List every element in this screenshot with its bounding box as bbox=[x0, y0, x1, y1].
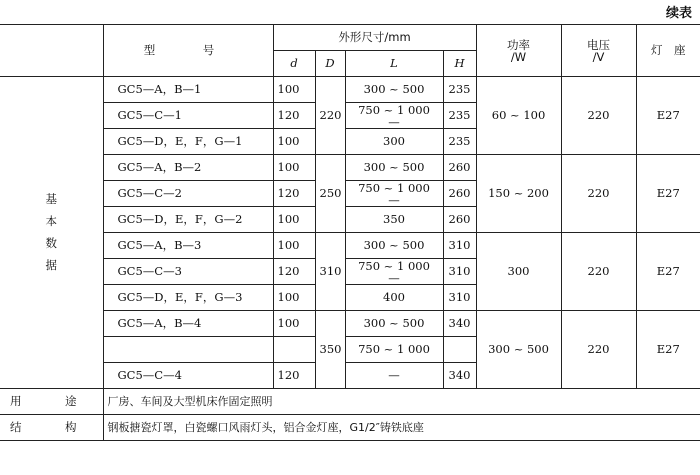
header-row-1 bbox=[0, 25, 700, 51]
structure-label: 结 构 bbox=[0, 415, 103, 441]
power-cell: 300 bbox=[476, 233, 561, 311]
header-d: d bbox=[273, 51, 315, 77]
continued-label: 续表 bbox=[665, 6, 692, 21]
model-cell bbox=[103, 337, 273, 363]
d-cell: 100 bbox=[273, 129, 315, 155]
H-cell: 310 bbox=[443, 233, 476, 259]
voltage-cell: 220 bbox=[561, 155, 636, 233]
H-cell: 310 bbox=[443, 259, 476, 285]
table-row bbox=[0, 233, 700, 259]
header-power bbox=[476, 25, 561, 77]
H-cell: 235 bbox=[443, 129, 476, 155]
model-cell: GC5—C—3 bbox=[103, 259, 273, 285]
header-dims: 外形尺寸/mm bbox=[273, 25, 476, 51]
L-cell: 750 ~ 1 000 bbox=[345, 337, 443, 363]
L-cell: 300 bbox=[345, 129, 443, 155]
voltage-cell: 220 bbox=[561, 311, 636, 389]
L-cell: 400 bbox=[345, 285, 443, 311]
d-cell: 120 bbox=[273, 103, 315, 129]
voltage-cell: 220 bbox=[561, 77, 636, 155]
usage-text: 厂房、车间及大型机床作固定照明 bbox=[103, 389, 700, 415]
H-cell: 340 bbox=[443, 363, 476, 389]
usage-row bbox=[0, 389, 700, 415]
d-cell: 100 bbox=[273, 233, 315, 259]
d-cell bbox=[273, 337, 315, 363]
model-cell: GC5—A，B—2 bbox=[103, 155, 273, 181]
H-cell bbox=[443, 337, 476, 363]
d-cell: 100 bbox=[273, 155, 315, 181]
power-cell: 60 ~ 100 bbox=[476, 77, 561, 155]
header-power-name: 功率 bbox=[507, 37, 531, 52]
H-cell: 260 bbox=[443, 181, 476, 207]
L-cell: 300 ~ 500 bbox=[345, 77, 443, 103]
header-blank bbox=[0, 25, 103, 77]
voltage-cell: 220 bbox=[561, 233, 636, 311]
socket-cell: E27 bbox=[636, 155, 700, 233]
L-cell: 300 ~ 500 bbox=[345, 155, 443, 181]
d-cell: 120 bbox=[273, 259, 315, 285]
H-cell: 260 bbox=[443, 155, 476, 181]
d-cell: 100 bbox=[273, 285, 315, 311]
model-cell: GC5—A，B—1 bbox=[103, 77, 273, 103]
model-cell: GC5—D，E，F，G—3 bbox=[103, 285, 273, 311]
structure-text: 钢板搪瓷灯罩，白瓷螺口风雨灯头，铝合金灯座，G1/2″铸铁底座 bbox=[103, 415, 700, 441]
D-cell: 250 bbox=[315, 155, 345, 233]
power-cell: 150 ~ 200 bbox=[476, 155, 561, 233]
table-row bbox=[0, 77, 700, 103]
model-cell: GC5—A，B—4 bbox=[103, 311, 273, 337]
socket-cell: E27 bbox=[636, 233, 700, 311]
table-row bbox=[0, 311, 700, 337]
header-H: H bbox=[443, 51, 476, 77]
D-cell: 350 bbox=[315, 311, 345, 389]
L-cell: 350 bbox=[345, 207, 443, 233]
H-cell: 235 bbox=[443, 77, 476, 103]
D-cell: 310 bbox=[315, 233, 345, 311]
power-cell: 300 ~ 500 bbox=[476, 311, 561, 389]
L-cell: 750 ~ 1 000 — bbox=[345, 103, 443, 129]
socket-cell: E27 bbox=[636, 77, 700, 155]
model-cell: GC5—D，E，F，G—2 bbox=[103, 207, 273, 233]
L-cell: — bbox=[345, 363, 443, 389]
L-cell: 300 ~ 500 bbox=[345, 233, 443, 259]
model-cell: GC5—A，B—3 bbox=[103, 233, 273, 259]
L-cell: 750 ~ 1 000 — bbox=[345, 181, 443, 207]
header-voltage-name: 电压 bbox=[587, 37, 611, 52]
header-voltage-unit: /V bbox=[592, 49, 605, 64]
header-L: L bbox=[345, 51, 443, 77]
model-cell: GC5—C—2 bbox=[103, 181, 273, 207]
d-cell: 120 bbox=[273, 181, 315, 207]
header-voltage bbox=[561, 25, 636, 77]
d-cell: 100 bbox=[273, 311, 315, 337]
header-power-unit: /W bbox=[510, 49, 527, 64]
model-cell: GC5—D，E，F，G—1 bbox=[103, 129, 273, 155]
d-cell: 120 bbox=[273, 363, 315, 389]
lamp-spec-table bbox=[0, 24, 700, 441]
d-cell: 100 bbox=[273, 77, 315, 103]
header-socket: 灯 座 bbox=[636, 25, 700, 77]
structure-row bbox=[0, 415, 700, 441]
L-cell: 300 ~ 500 bbox=[345, 311, 443, 337]
header-D: D bbox=[315, 51, 345, 77]
H-cell: 260 bbox=[443, 207, 476, 233]
H-cell: 340 bbox=[443, 311, 476, 337]
header-model: 型 号 bbox=[103, 25, 273, 77]
socket-cell: E27 bbox=[636, 311, 700, 389]
section-label-basic-data: 基 本 数 据 bbox=[0, 77, 103, 389]
H-cell: 310 bbox=[443, 285, 476, 311]
model-cell: GC5—C—1 bbox=[103, 103, 273, 129]
usage-label: 用 途 bbox=[0, 389, 103, 415]
d-cell: 100 bbox=[273, 207, 315, 233]
H-cell: 235 bbox=[443, 103, 476, 129]
D-cell: 220 bbox=[315, 77, 345, 155]
L-cell: 750 ~ 1 000 — bbox=[345, 259, 443, 285]
table-row bbox=[0, 155, 700, 181]
model-cell: GC5—C—4 bbox=[103, 363, 273, 389]
